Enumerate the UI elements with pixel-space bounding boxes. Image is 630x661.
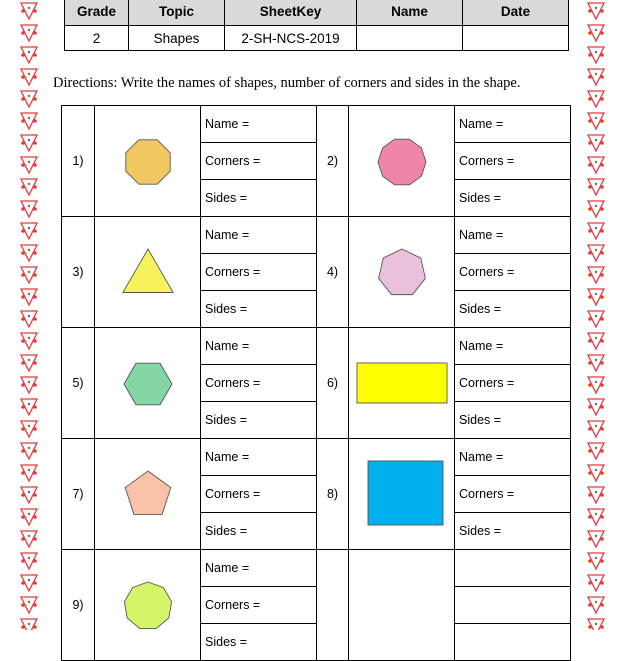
sides-answer-field[interactable]: Sides = — [455, 402, 571, 439]
shape-cell — [349, 106, 455, 217]
worksheet-header-table — [64, 0, 569, 51]
table-row — [62, 217, 571, 254]
name-answer-field[interactable]: Name = — [201, 550, 317, 587]
shape-cell — [95, 550, 201, 661]
value-topic: Shapes — [129, 26, 225, 51]
header-grade: Grade — [65, 0, 129, 26]
corners-answer-field[interactable]: Corners = — [455, 143, 571, 180]
table-row — [62, 106, 571, 143]
header-sheetkey: SheetKey — [225, 0, 357, 26]
header-topic: Topic — [129, 0, 225, 26]
item-number: 7) — [62, 439, 95, 550]
corners-answer-field[interactable]: Corners = — [455, 476, 571, 513]
corners-answer-field[interactable]: Corners = — [201, 254, 317, 291]
sides-answer-field[interactable]: Sides = — [201, 402, 317, 439]
header-name: Name — [357, 0, 463, 26]
item-number: 9) — [62, 550, 95, 661]
shape-cell — [95, 217, 201, 328]
table-row — [62, 550, 571, 587]
name-answer-field[interactable]: Name = — [455, 217, 571, 254]
sides-answer-field[interactable]: Sides = — [455, 180, 571, 217]
empty-cell — [455, 624, 571, 661]
item-number: 3) — [62, 217, 95, 328]
corners-answer-field[interactable]: Corners = — [201, 365, 317, 402]
name-answer-field[interactable]: Name = — [455, 439, 571, 476]
table-row — [62, 328, 571, 365]
name-answer-field[interactable]: Name = — [201, 439, 317, 476]
name-answer-field[interactable]: Name = — [455, 106, 571, 143]
empty-cell — [455, 550, 571, 587]
corners-answer-field[interactable]: Corners = — [455, 365, 571, 402]
corners-answer-field[interactable]: Corners = — [201, 476, 317, 513]
octagon-shape — [100, 126, 196, 196]
corners-answer-field[interactable]: Corners = — [455, 254, 571, 291]
name-answer-field[interactable]: Name = — [201, 328, 317, 365]
value-name[interactable] — [357, 26, 463, 51]
shape-cell — [349, 217, 455, 328]
sides-answer-field[interactable]: Sides = — [201, 624, 317, 661]
header-date: Date — [463, 0, 569, 26]
shapes-grid — [61, 105, 571, 661]
item-number: 1) — [62, 106, 95, 217]
shape-cell — [95, 106, 201, 217]
shape-cell — [95, 439, 201, 550]
sides-answer-field[interactable]: Sides = — [201, 291, 317, 328]
sides-answer-field[interactable]: Sides = — [201, 513, 317, 550]
shape-cell — [95, 328, 201, 439]
name-answer-field[interactable]: Name = — [455, 328, 571, 365]
empty-cell — [455, 587, 571, 624]
sides-answer-field[interactable]: Sides = — [201, 180, 317, 217]
value-date[interactable] — [463, 26, 569, 51]
decorative-border-left — [18, 0, 40, 630]
table-row — [62, 439, 571, 476]
name-answer-field[interactable]: Name = — [201, 217, 317, 254]
triangle-shape — [100, 237, 196, 307]
value-grade: 2 — [65, 26, 129, 51]
decagon-shape — [354, 126, 450, 196]
square-shape — [354, 459, 450, 529]
item-number: 5) — [62, 328, 95, 439]
heptagon-shape — [354, 237, 450, 307]
sides-answer-field[interactable]: Sides = — [455, 291, 571, 328]
item-number: 6) — [317, 328, 349, 439]
rectangle-shape — [354, 348, 450, 418]
empty-cell — [317, 550, 349, 661]
directions-text: Directions: Write the names of shapes, number of corners and sides in the shape. — [53, 75, 521, 91]
value-sheetkey: 2-SH-NCS-2019 — [225, 26, 357, 51]
item-number: 2) — [317, 106, 349, 217]
corners-answer-field[interactable]: Corners = — [201, 587, 317, 624]
corners-answer-field[interactable]: Corners = — [201, 143, 317, 180]
shape-cell — [349, 439, 455, 550]
decorative-border-right — [585, 0, 607, 630]
pentagon-shape — [100, 459, 196, 529]
name-answer-field[interactable]: Name = — [201, 106, 317, 143]
empty-cell — [349, 550, 455, 661]
item-number: 4) — [317, 217, 349, 328]
item-number: 8) — [317, 439, 349, 550]
sides-answer-field[interactable]: Sides = — [455, 513, 571, 550]
shape-cell — [349, 328, 455, 439]
hexagon-shape — [100, 348, 196, 418]
